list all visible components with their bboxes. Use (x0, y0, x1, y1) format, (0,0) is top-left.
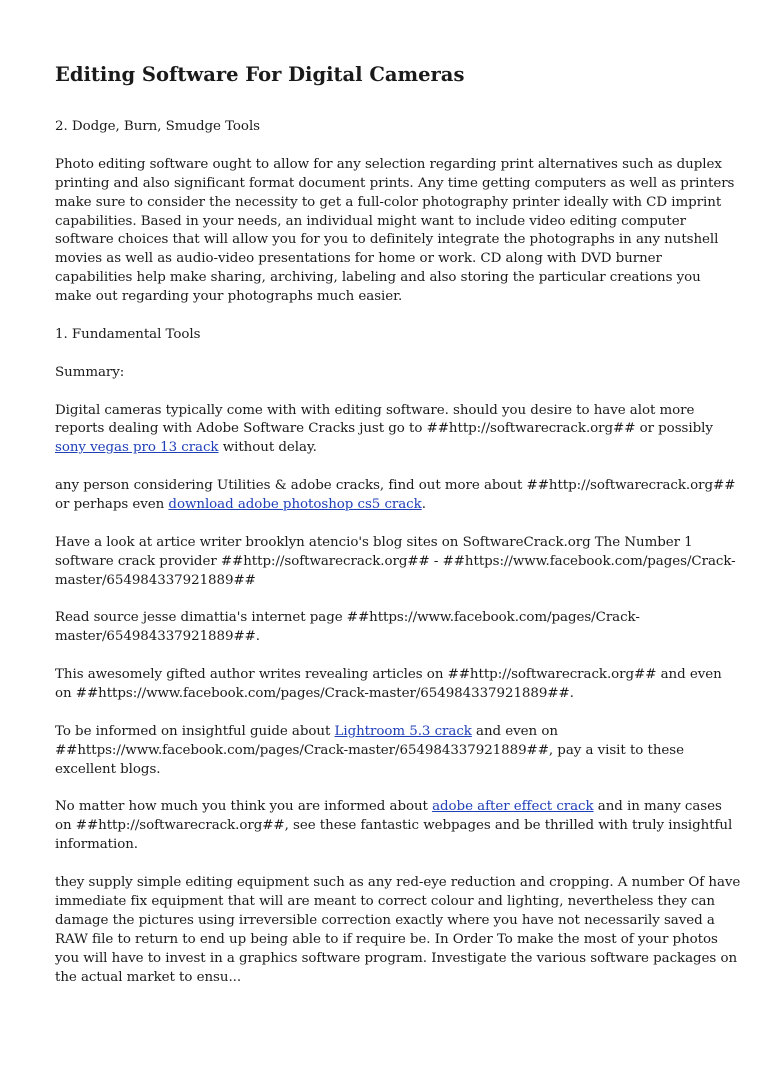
paragraph-after-effect (55, 798, 733, 855)
text-fragment: and in many cases (593, 799, 722, 815)
paragraph-gifted-author (55, 666, 722, 704)
section-heading-text: 2. Dodge, Burn, Smudge Tools (55, 119, 261, 134)
link-photoshop-cs5[interactable]: download adobe photoshop cs5 crack (168, 497, 422, 513)
text-fragment: No matter how much you think you are informed about (55, 799, 433, 815)
paragraph-utilities (55, 477, 736, 515)
text-fragment: To be informed on insightful guide about (55, 723, 335, 739)
text-line: information. (55, 837, 139, 853)
text-line: Digital cameras typically come with with editing software. should you desire to have alot more (55, 402, 695, 418)
link-lightroom[interactable]: Lightroom 5.3 crack (334, 723, 472, 739)
text-line: make out regarding your photographs much easier. (55, 289, 403, 305)
paragraph-lightroom (55, 723, 715, 780)
section-heading-text: 1. Fundamental Tools (55, 326, 201, 342)
document-title: Editing Software For Digital Cameras (55, 63, 465, 86)
text-line: master/654984337921889## (55, 572, 256, 588)
text-line-with-link (55, 496, 715, 515)
text-line: Read source jesse dimattia's internet page ##https://www.facebook.com/pages/Crack- (55, 610, 640, 626)
text-line: RAW file to return to end up being able to if require be. In Order To make the most of your photos (55, 931, 718, 947)
text-line: damage the pictures using irreversible correction exactly where you have not necessarily saved a (55, 912, 715, 928)
text-line: ##https://www.facebook.com/pages/Crack-master/654984337921889##, pay a visit to these (55, 742, 684, 758)
link-sony-vegas[interactable]: sony vegas pro 13 crack (55, 440, 219, 456)
document-page (55, 62, 741, 1006)
text-fragment: and even on (471, 723, 558, 739)
text-line: software crack provider ##http://softwarecrack.org## - ##https://www.facebook.com/pages/Crack- (55, 553, 736, 569)
text-fragment: without delay. (218, 440, 317, 456)
section-heading-dodge (55, 118, 715, 137)
text-line: excellent blogs. (55, 761, 161, 777)
paragraph-summary (55, 402, 715, 459)
paragraph-editing-equipment (55, 874, 741, 987)
text-line: on ##http://softwarecrack.org##, see these fantastic webpages and be thrilled with truly insightful (55, 818, 733, 834)
text-fragment: . (421, 497, 426, 513)
text-line: This awesomely gifted author writes revealing articles on ##http://softwarecrack.org## and even (55, 667, 722, 683)
text-line: master/654984337921889##. (55, 629, 261, 645)
text-line-with-link (55, 723, 715, 742)
text-line: reports dealing with Adobe Software Cracks just go to ##http://softwarecrack.org## or possibly (55, 421, 713, 437)
text-line: capabilities. Based in your needs, an individual might want to include video editing computer (55, 213, 686, 229)
text-line: Photo editing software ought to allow for any selection regarding print alternatives such as duplex (55, 156, 722, 172)
text-line: printing and also significant format document prints. Any time getting computers as well as printers (55, 175, 735, 191)
text-line: immediate fix equipment that will are meant to correct colour and lighting, nevertheless they can (55, 893, 716, 909)
text-line: capabilities help make sharing, archiving, labeling and also storing the particular creations you (55, 270, 701, 286)
text-line: make sure to consider the necessity to get a full-color photography printer ideally with CD imprint (55, 194, 722, 210)
text-line: Have a look at artice writer brooklyn atencio's blog sites on SoftwareCrack.org The Number 1 (55, 534, 693, 550)
paragraph-blog-sites (55, 534, 736, 591)
text-line: movies as well as audio-video presentations for home or work. CD along with DVD burner (55, 251, 662, 267)
text-line: you will have to invest in a graphics software program. Investigate the various software packages on (55, 950, 738, 966)
text-line-with-link (55, 798, 722, 817)
paragraph-print-options (55, 156, 735, 307)
text-line-with-link (55, 439, 715, 458)
text-line: they supply simple editing equipment such as any red-eye reduction and cropping. A number Of have (55, 875, 741, 891)
text-fragment: or perhaps even (55, 497, 169, 513)
section-heading-fundamental (55, 326, 715, 345)
summary-label-text: Summary: (55, 364, 125, 380)
link-after-effect[interactable]: adobe after effect crack (432, 799, 594, 815)
paragraph-read-source (55, 609, 715, 647)
text-line: software choices that will allow you for you to definitely integrate the photographs in any nutshell (55, 232, 719, 248)
text-line: any person considering Utilities & adobe cracks, find out more about ##http://softwarecrack.org## (55, 478, 736, 494)
text-line: on ##https://www.facebook.com/pages/Crack-master/654984337921889##. (55, 686, 574, 702)
summary-label (55, 364, 715, 383)
text-line: the actual market to ensu... (55, 969, 242, 985)
